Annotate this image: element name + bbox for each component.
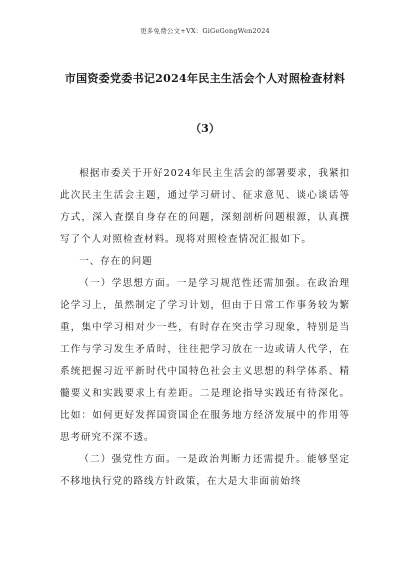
document-title: 市国资委党委书记2024年民主生活会个人对照检查材料 (64, 72, 346, 85)
watermark-text: 更多免费公文+VX：GiGeGongWen2024 (140, 27, 270, 35)
section-heading-problems: 一、存在的问题 (79, 256, 153, 267)
paragraph-learning-thought: （一）学思想方面。一是学习规范性还需加强。在政治理论学习上，虽然制定了学习计划，但由于日常工作事务较为繁重，集中学习相对少一些，有时存在突击学习现象，特别是当工作与学习发生矛盾时，往往把学习放在一边或请人代学，在系统把握习近平新时代中国特色社会主义思想的科学体系、精髓要义和实践要求上有差距。二是理论指导实践还有待深化。比如：如何更好发挥国资国企在服务地方经济发展中的作用等思考研究不深不透。 (60, 278, 350, 443)
paragraph-party-spirit: （二）强党性方面。一是政治判断力还需提升。能够坚定不移地执行党的路线方针政策，在大是大非面前始终 (60, 454, 350, 487)
document-body (60, 163, 350, 493)
document-subtitle: （3） (190, 122, 220, 135)
paragraph-intro: 根据市委关于开好2024年民主生活会的部署要求，我紧扣此次民主生活会主题，通过学习研讨、征求意见、谈心谈话等方式，深入査摆自身存在的问题，深刻剖析问题根源，认真撰写了个人对照检查材料。现将对照检查情况汇报如下。 (60, 168, 350, 245)
